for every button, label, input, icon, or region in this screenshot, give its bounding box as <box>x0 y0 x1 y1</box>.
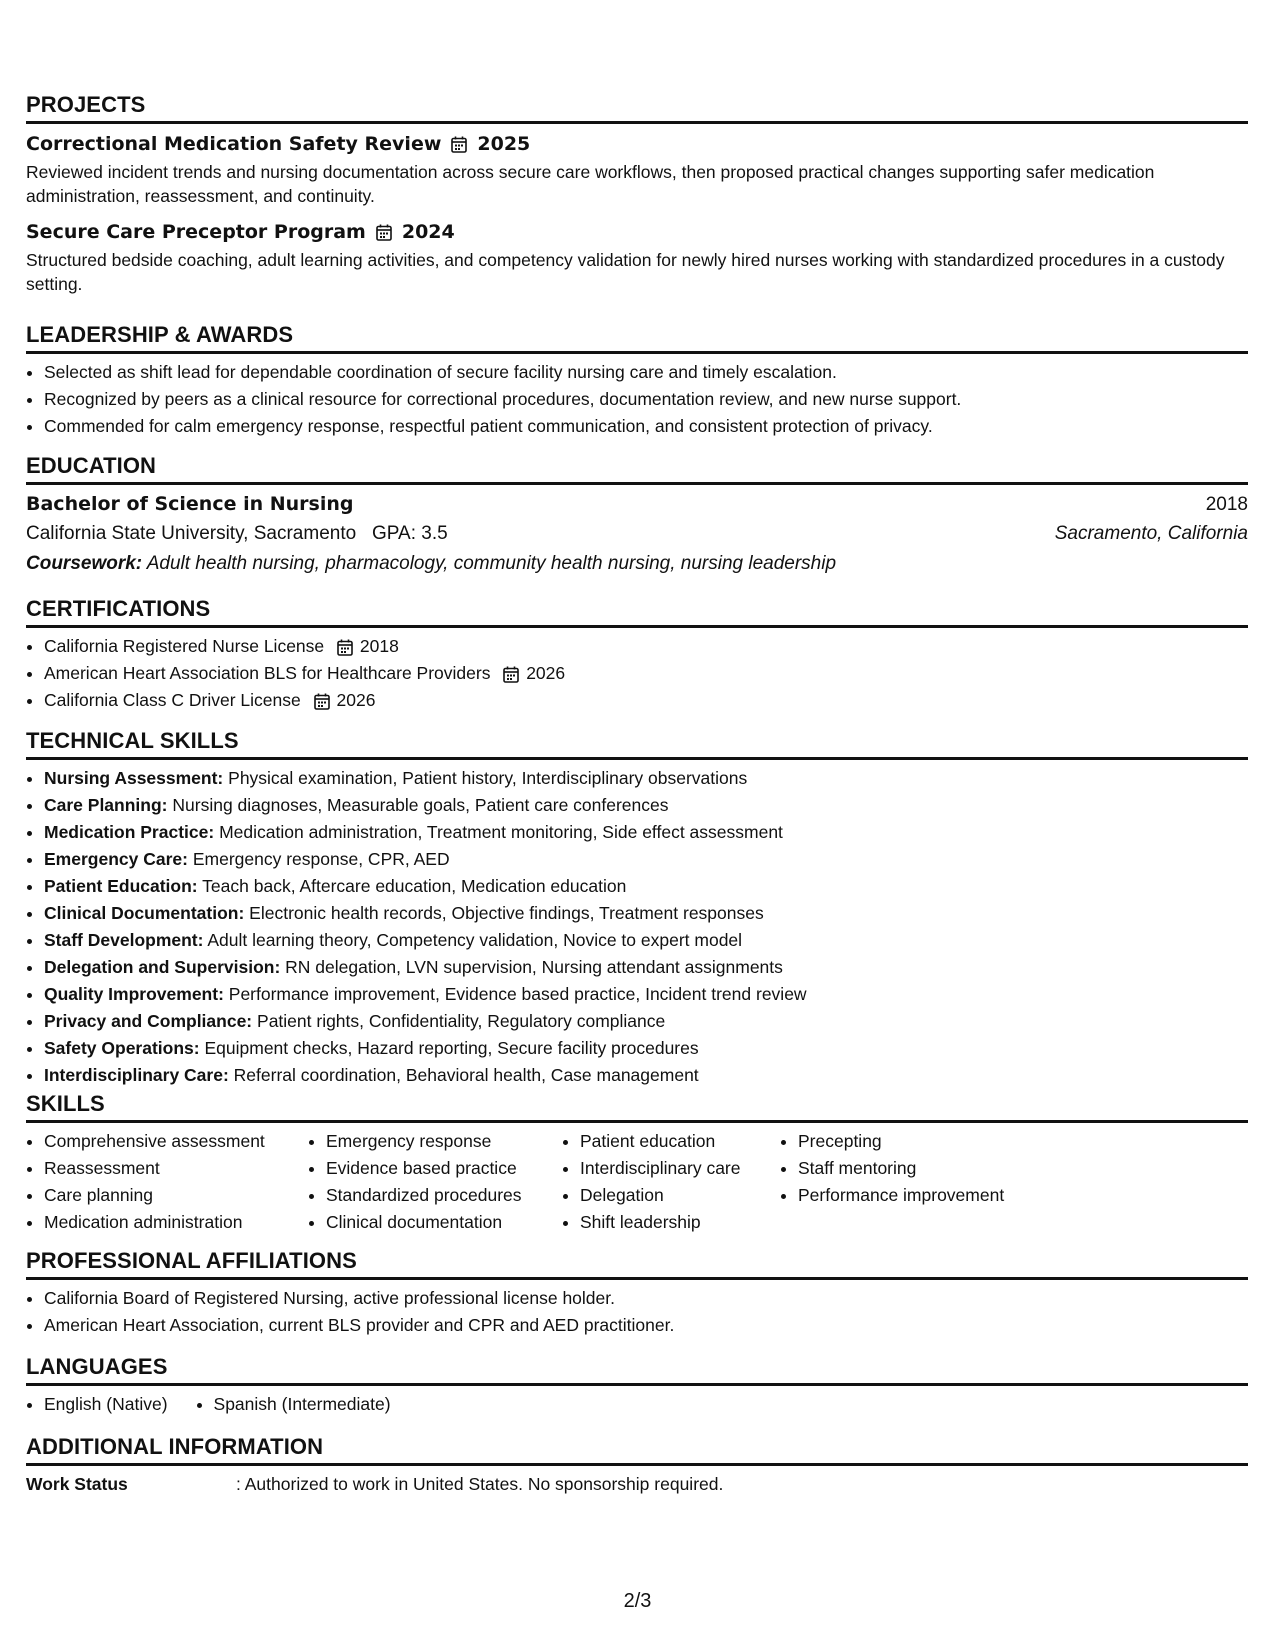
list-item: • Shift leadership <box>580 1209 780 1236</box>
project-item <box>26 220 1248 296</box>
list-item <box>44 873 1248 900</box>
certification-name: American Heart Association BLS for Healthcare Providers <box>44 663 491 683</box>
project-year: 2025 <box>477 133 531 155</box>
section-title: LANGUAGES <box>26 1354 1248 1386</box>
coursework-label: Coursework: <box>26 553 143 574</box>
school-name: California State University, Sacramento <box>26 523 357 544</box>
list-item: • Commended for calm emergency response, respectful patient communication, and consistent protection of privacy. <box>44 413 1248 440</box>
skill-category: Staff Development: <box>44 930 204 950</box>
affiliations-section <box>26 1248 1248 1339</box>
list-item: • Comprehensive assessment <box>44 1128 308 1155</box>
skill-category: Delegation and Supervision: <box>44 957 281 977</box>
skill-values: Medication administration, Treatment monitoring, Side effect assessment <box>219 822 783 842</box>
certification-year: 2018 <box>359 636 399 656</box>
calendar-icon <box>337 639 353 656</box>
list-item <box>44 927 1248 954</box>
coursework: Adult health nursing, pharmacology, community health nursing, nursing leadership <box>146 553 837 574</box>
list-item <box>44 981 1248 1008</box>
section-title: PROJECTS <box>26 92 1248 124</box>
list-item: • Evidence based practice <box>326 1155 562 1182</box>
skill-category: Clinical Documentation: <box>44 903 245 923</box>
section-title: LEADERSHIP & AWARDS <box>26 322 1248 354</box>
work-status-value: : Authorized to work in United States. No sponsorship required. <box>236 1474 724 1494</box>
list-item <box>44 687 1248 714</box>
list-item: • Medication administration <box>44 1209 308 1236</box>
list-item: • Precepting <box>798 1128 1058 1155</box>
calendar-icon <box>314 693 330 710</box>
certification-name: California Class C Driver License <box>44 690 301 710</box>
certification-year: 2026 <box>526 663 566 683</box>
list-item: • Reassessment <box>44 1155 308 1182</box>
graduation-year: 2018 <box>1205 494 1248 515</box>
skill-values: Physical examination, Patient history, Interdisciplinary observations <box>228 768 748 788</box>
skill-category: Safety Operations: <box>44 1038 200 1058</box>
list-item: • Standardized procedures <box>326 1182 562 1209</box>
calendar-icon <box>503 666 519 683</box>
skill-values: Electronic health records, Objective findings, Treatment responses <box>249 903 764 923</box>
page-number: 2/3 <box>623 1590 652 1612</box>
project-name: Secure Care Preceptor Program <box>26 221 366 243</box>
list-item: • Spanish (Intermediate) <box>214 1391 391 1418</box>
section-title: SKILLS <box>26 1091 1248 1123</box>
list-item <box>44 633 1248 660</box>
list-item <box>44 765 1248 792</box>
skill-values: Referral coordination, Behavioral health, Case management <box>233 1065 699 1085</box>
list-item: • Patient education <box>580 1128 780 1155</box>
section-title: EDUCATION <box>26 453 1248 485</box>
list-item <box>44 792 1248 819</box>
list-item: • Care planning <box>44 1182 308 1209</box>
education-section <box>26 453 1248 579</box>
section-title: TECHNICAL SKILLS <box>26 728 1248 760</box>
certifications-section <box>26 596 1248 714</box>
calendar-icon <box>376 224 392 241</box>
skill-values: Nursing diagnoses, Measurable goals, Patient care conferences <box>172 795 669 815</box>
list-item: • Delegation <box>580 1182 780 1209</box>
list-item <box>44 900 1248 927</box>
certification-name: California Registered Nurse License <box>44 636 325 656</box>
project-description: Structured bedside coaching, adult learning activities, and competency validation for newly hired nurses working with standardized procedures in a custody setting. <box>26 250 1225 294</box>
school-location: Sacramento, California <box>1054 523 1248 544</box>
languages-section <box>26 1354 1248 1418</box>
section-title: CERTIFICATIONS <box>26 596 1248 628</box>
skill-values: Equipment checks, Hazard reporting, Secure facility procedures <box>204 1038 699 1058</box>
certification-year: 2026 <box>336 690 376 710</box>
project-description: Reviewed incident trends and nursing documentation across secure care workflows, then proposed practical changes supporting safer medication administration, reassessment, and continuity. <box>26 162 1155 206</box>
skill-values: Patient rights, Confidentiality, Regulatory compliance <box>257 1011 666 1031</box>
skill-category: Medication Practice: <box>44 822 215 842</box>
project-item <box>26 132 1248 208</box>
list-item <box>44 1035 1248 1062</box>
list-item: • Selected as shift lead for dependable coordination of secure facility nursing care and timely escalation. <box>44 359 1248 386</box>
skill-values: Teach back, Aftercare education, Medication education <box>202 876 627 896</box>
project-name: Correctional Medication Safety Review <box>26 133 442 155</box>
list-item <box>44 819 1248 846</box>
list-item: • Performance improvement <box>798 1182 1058 1209</box>
additional-info-section <box>26 1434 1248 1497</box>
degree: Bachelor of Science in Nursing <box>26 493 354 515</box>
section-title: ADDITIONAL INFORMATION <box>26 1434 1248 1466</box>
list-item: • Emergency response <box>326 1128 562 1155</box>
skill-category: Privacy and Compliance: <box>44 1011 253 1031</box>
project-year: 2024 <box>401 221 455 243</box>
list-item: • American Heart Association, current BLS provider and CPR and AED practitioner. <box>44 1312 1248 1339</box>
list-item: • English (Native) <box>44 1391 168 1418</box>
skill-category: Quality Improvement: <box>44 984 224 1004</box>
gpa: GPA: 3.5 <box>372 523 448 544</box>
skill-values: Emergency response, CPR, AED <box>192 849 450 869</box>
skill-values: Adult learning theory, Competency validation, Novice to expert model <box>207 930 743 950</box>
list-item: • Recognized by peers as a clinical resource for correctional procedures, documentation review, and new nurse support. <box>44 386 1248 413</box>
skill-category: Care Planning: <box>44 795 168 815</box>
technical-skills-section <box>26 728 1248 1089</box>
list-item <box>44 846 1248 873</box>
skill-category: Patient Education: <box>44 876 198 896</box>
skill-category: Interdisciplinary Care: <box>44 1065 229 1085</box>
list-item: • Clinical documentation <box>326 1209 562 1236</box>
skills-section <box>26 1091 1248 1236</box>
skill-values: RN delegation, LVN supervision, Nursing attendant assignments <box>285 957 783 977</box>
skill-values: Performance improvement, Evidence based practice, Incident trend review <box>228 984 807 1004</box>
list-item: • Staff mentoring <box>798 1155 1058 1182</box>
leadership-section <box>26 322 1248 440</box>
list-item <box>44 954 1248 981</box>
work-status-label: Work Status <box>26 1474 128 1494</box>
calendar-icon <box>451 136 467 153</box>
projects-section <box>26 92 1248 296</box>
list-item <box>44 660 1248 687</box>
list-item: • California Board of Registered Nursing, active professional license holder. <box>44 1285 1248 1312</box>
list-item <box>44 1062 1248 1089</box>
list-item <box>44 1008 1248 1035</box>
list-item: • Interdisciplinary care <box>580 1155 780 1182</box>
section-title: PROFESSIONAL AFFILIATIONS <box>26 1248 1248 1280</box>
skill-category: Nursing Assessment: <box>44 768 224 788</box>
skill-category: Emergency Care: <box>44 849 188 869</box>
